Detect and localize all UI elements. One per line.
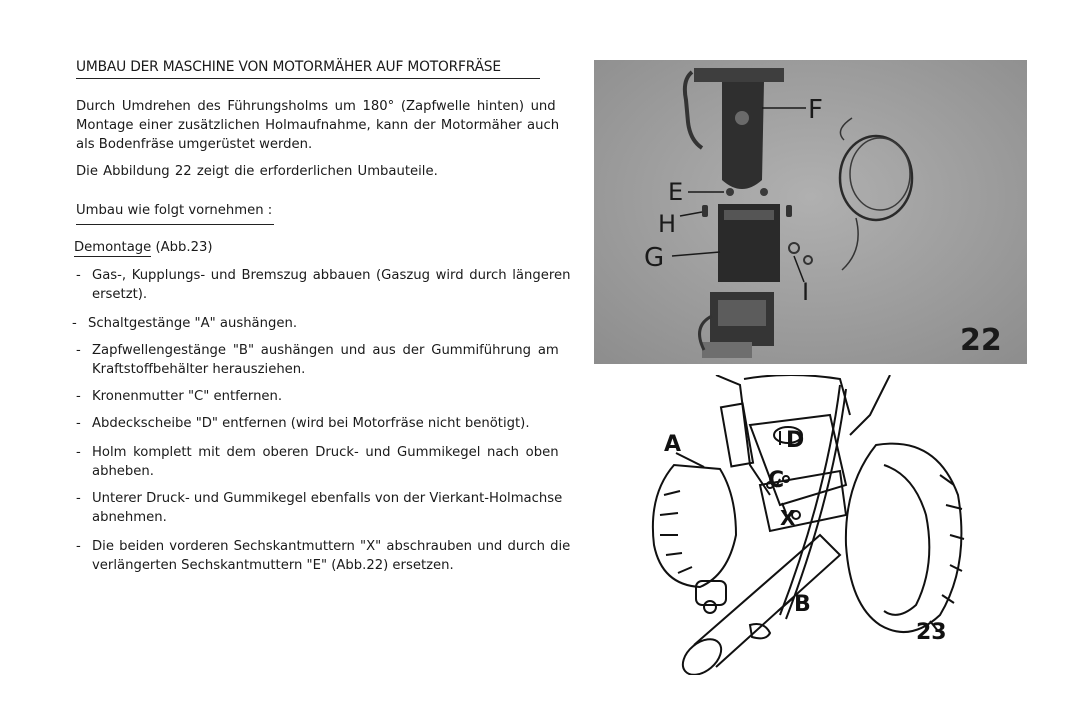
step-text bbox=[92, 414, 574, 433]
step-line: Kronenmutter "C" entfernen. bbox=[92, 389, 283, 404]
demontage-ref: (Abb.23) bbox=[151, 240, 213, 255]
right-tire bbox=[846, 444, 962, 632]
step-line: ersetzt). bbox=[92, 287, 148, 302]
figure-22-photo bbox=[594, 60, 1027, 364]
step-line: Die beiden vorderen Sechskantmuttern "X" abschrauben und durch die bbox=[92, 539, 571, 554]
step-dash: - bbox=[72, 316, 77, 331]
intro-line-2: Montage einer zusätzlichen Holmaufnahme, kann der Motormäher auch bbox=[76, 118, 560, 133]
step-text bbox=[92, 537, 574, 575]
step-line: verlängerten Sechskantmuttern "E" (Abb.22) ersetzen. bbox=[92, 558, 454, 573]
step-text bbox=[92, 443, 574, 481]
label-i: I bbox=[802, 278, 810, 306]
intro-line-3: als Bodenfräse umgerüstet werden. bbox=[76, 137, 313, 152]
figure-23-number: 23 bbox=[916, 620, 947, 645]
left-tire bbox=[653, 465, 736, 587]
label-a: A bbox=[664, 432, 682, 457]
step-dash: - bbox=[76, 491, 81, 506]
step-dash: - bbox=[76, 343, 81, 358]
step-text bbox=[92, 387, 574, 406]
umbau-underline bbox=[76, 224, 274, 225]
step-1 bbox=[76, 266, 574, 306]
label-e: E bbox=[668, 178, 684, 206]
screw-h-2 bbox=[786, 205, 792, 217]
label-x: X bbox=[780, 506, 796, 530]
step-5 bbox=[76, 414, 574, 434]
label-c: C bbox=[768, 468, 785, 493]
label-b: B bbox=[794, 592, 811, 617]
figure-22-number: 22 bbox=[960, 323, 1002, 358]
label-f: F bbox=[808, 95, 823, 125]
bracket-f bbox=[722, 82, 764, 189]
bracket-top-bar bbox=[694, 68, 784, 82]
nut-e-1 bbox=[726, 188, 734, 196]
figure-22-illustration bbox=[594, 60, 1027, 364]
figure-23-illustration bbox=[640, 375, 970, 675]
label-h: H bbox=[658, 210, 677, 238]
step-8 bbox=[76, 537, 574, 577]
step-line: Unterer Druck- und Gummikegel ebenfalls von der Vierkant-Holmachse bbox=[92, 491, 563, 506]
label-g: G bbox=[644, 243, 665, 273]
step-line: Kraftstoffbehälter herausziehen. bbox=[92, 362, 306, 377]
step-text bbox=[92, 489, 574, 527]
step-7 bbox=[76, 489, 574, 529]
demontage-word: Demontage bbox=[74, 240, 152, 255]
shaft-tube bbox=[694, 535, 840, 667]
step-dash: - bbox=[76, 268, 81, 283]
step-text bbox=[88, 314, 570, 333]
demontage-heading bbox=[74, 238, 213, 257]
figure-note: Die Abbildung 22 zeigt die erforderlichen Umbauteile. bbox=[76, 164, 438, 179]
step-2 bbox=[72, 314, 570, 334]
step-6 bbox=[76, 443, 574, 483]
step-line: Abdeckscheibe "D" entfernen (wird bei Motorfräse nicht benötigt). bbox=[92, 416, 530, 431]
intro-line-1: Durch Umdrehen des Führungsholms um 180° (Zapfwelle hinten) und bbox=[76, 99, 556, 114]
title-underline bbox=[76, 78, 540, 79]
label-d: D bbox=[786, 428, 805, 453]
step-line: Schaltgestänge "A" aushängen. bbox=[88, 316, 298, 331]
step-text bbox=[92, 341, 574, 379]
screw-h-1 bbox=[702, 205, 708, 217]
step-dash: - bbox=[76, 539, 81, 554]
figure-23-drawing bbox=[640, 375, 970, 675]
step-dash: - bbox=[76, 416, 81, 431]
step-4 bbox=[76, 387, 574, 407]
step-3 bbox=[76, 341, 574, 381]
step-line: abheben. bbox=[92, 464, 154, 479]
step-line: abnehmen. bbox=[92, 510, 167, 525]
nut-e-2 bbox=[760, 188, 768, 196]
step-text bbox=[92, 266, 574, 304]
step-line: Holm komplett mit dem oberen Druck- und Gummikegel nach oben bbox=[92, 445, 559, 460]
page-title: UMBAU DER MASCHINE VON MOTORMÄHER AUF MOTORFRÄSE bbox=[76, 59, 501, 75]
handle-bar-right bbox=[850, 375, 890, 435]
step-line: Zapfwellengestänge "B" aushängen und aus der Gummiführung am bbox=[92, 343, 559, 358]
step-dash: - bbox=[76, 389, 81, 404]
umbau-label: Umbau wie folgt vornehmen : bbox=[76, 203, 273, 218]
step-line: Gas-, Kupplungs- und Bremszug abbauen (Gaszug wird durch längeren bbox=[92, 268, 571, 283]
step-dash: - bbox=[76, 445, 81, 460]
